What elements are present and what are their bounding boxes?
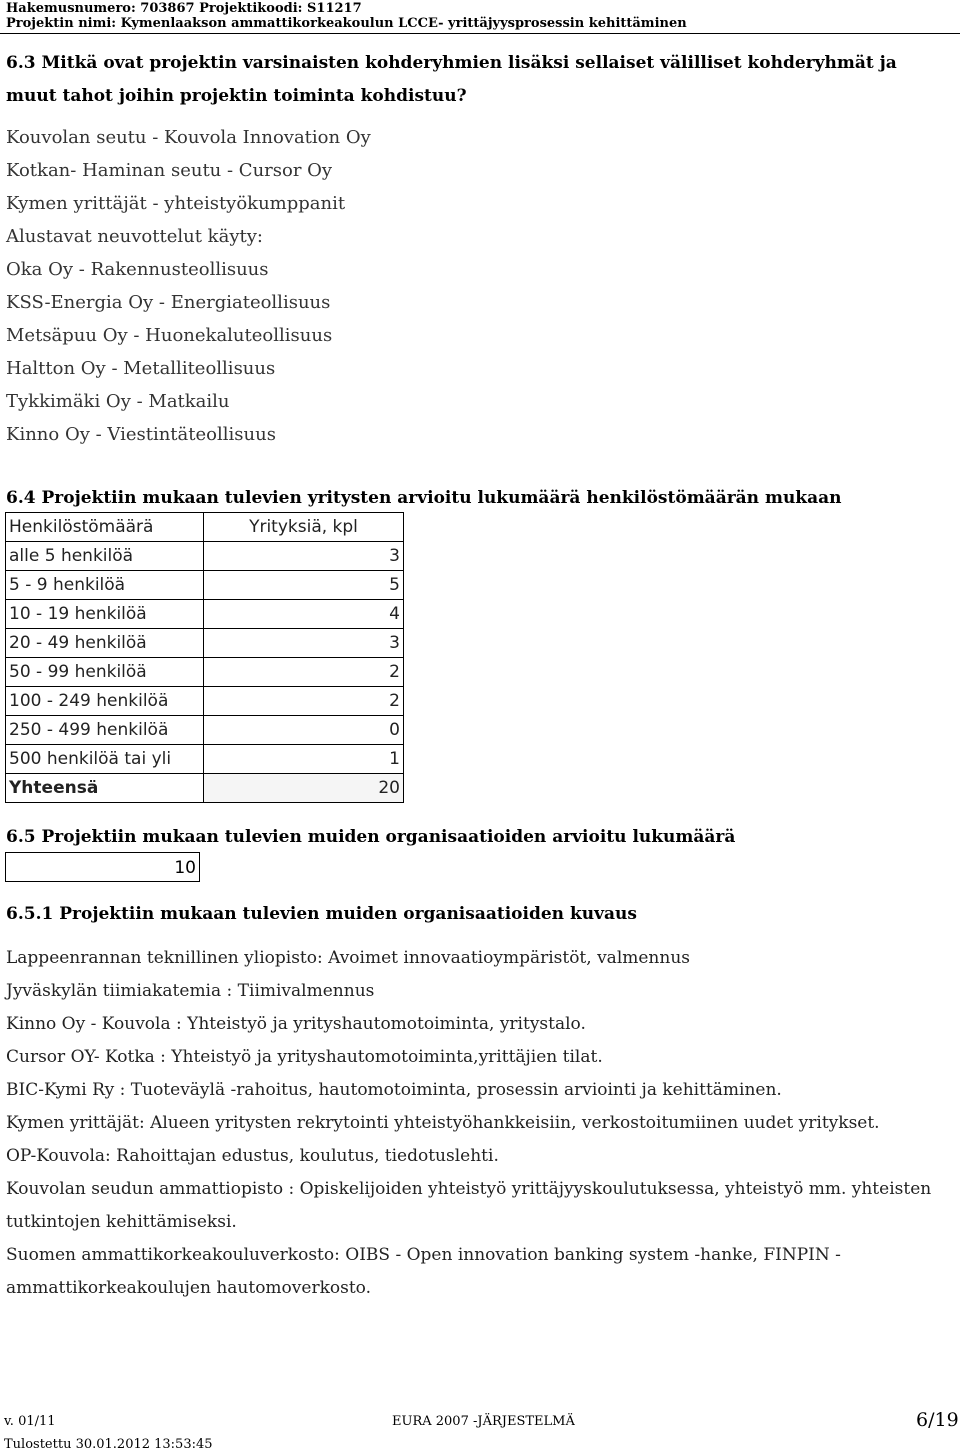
description-line: Lappeenrannan teknillinen yliopisto: Avoimet innovaatioympäristöt, valmennus xyxy=(6,948,691,968)
table-row xyxy=(6,600,404,629)
description-line: Cursor OY- Kotka : Yhteistyö ja yrityshautomotoiminta,yrittäjien tilat. xyxy=(6,1047,603,1067)
footer-printed-date: Tulostettu 30.01.2012 13:53:45 xyxy=(4,1437,213,1452)
count-cell: 2 xyxy=(204,658,404,687)
count-cell: 5 xyxy=(204,571,404,600)
footer-system: EURA 2007 -JÄRJESTELMÄ xyxy=(392,1414,575,1429)
table-row xyxy=(6,571,404,600)
size-cell: 20 - 49 henkilöä xyxy=(6,629,204,658)
table-row xyxy=(6,629,404,658)
table-row xyxy=(6,745,404,774)
list-item: Kouvolan seutu - Kouvola Innovation Oy xyxy=(6,127,371,148)
list-item: KSS-Energia Oy - Energiateollisuus xyxy=(6,292,331,313)
size-cell: 5 - 9 henkilöä xyxy=(6,571,204,600)
footer-page-number: 6/19 xyxy=(916,1409,959,1431)
count-cell: 3 xyxy=(204,542,404,571)
size-cell: 50 - 99 henkilöä xyxy=(6,658,204,687)
description-line: Jyväskylän tiimiakatemia : Tiimivalmennus xyxy=(6,981,375,1001)
list-item: Alustavat neuvottelut käyty: xyxy=(6,226,263,247)
employee-count-table xyxy=(5,512,404,803)
total-value: 20 xyxy=(204,774,404,803)
description-line: BIC-Kymi Ry : Tuoteväylä -rahoitus, hautomotoiminta, prosessin arviointi ja kehittäminen. xyxy=(6,1080,782,1100)
footer-version: v. 01/11 xyxy=(4,1414,56,1429)
column-header-size: Henkilöstömäärä xyxy=(6,513,204,542)
table-header-row xyxy=(6,513,404,542)
header-project-name: Projektin nimi: Kymenlaakson ammattikorkeakoulun LCCE- yrittäjyysprosessin kehittäminen xyxy=(6,16,687,31)
organization-count-field: 10 xyxy=(5,852,200,882)
header-divider xyxy=(0,33,960,34)
description-line: OP-Kouvola: Rahoittajan edustus, koulutus, tiedotuslehti. xyxy=(6,1146,499,1166)
size-cell: 10 - 19 henkilöä xyxy=(6,600,204,629)
count-cell: 3 xyxy=(204,629,404,658)
table-row xyxy=(6,687,404,716)
table-row xyxy=(6,658,404,687)
column-header-count: Yrityksiä, kpl xyxy=(204,513,404,542)
total-label: Yhteensä xyxy=(6,774,204,803)
count-cell: 4 xyxy=(204,600,404,629)
count-cell: 1 xyxy=(204,745,404,774)
list-item: Oka Oy - Rakennusteollisuus xyxy=(6,259,269,280)
size-cell: 250 - 499 henkilöä xyxy=(6,716,204,745)
section-6-3-list xyxy=(6,121,371,451)
section-6-5-title: 6.5 Projektiin mukaan tulevien muiden organisaatioiden arvioitu lukumäärä xyxy=(6,827,736,847)
description-line: Kymen yrittäjät: Alueen yritysten rekrytointi yhteistyöhankkeisiin, verkostoitumiinen uudet yritykset. xyxy=(6,1113,880,1133)
count-cell: 0 xyxy=(204,716,404,745)
list-item: Tykkimäki Oy - Matkailu xyxy=(6,391,230,412)
description-line: Kinno Oy - Kouvola : Yhteistyö ja yrityshautomotoiminta, yritystalo. xyxy=(6,1014,586,1034)
list-item: Kotkan- Haminan seutu - Cursor Oy xyxy=(6,160,333,181)
section-6-4-title: 6.4 Projektiin mukaan tulevien yritysten arvioitu lukumäärä henkilöstömäärän mukaan xyxy=(6,488,842,508)
section-6-5-1-title: 6.5.1 Projektiin mukaan tulevien muiden organisaatioiden kuvaus xyxy=(6,904,637,924)
table-row xyxy=(6,542,404,571)
list-item: Haltton Oy - Metalliteollisuus xyxy=(6,358,276,379)
list-item: Kymen yrittäjät - yhteistyökumppanit xyxy=(6,193,346,214)
description-line: Kouvolan seudun ammattiopisto : Opiskelijoiden yhteistyö yrittäjyyskoulutuksessa, yhteistyö mm. yhteisten tutkintojen kehittämiseksi. xyxy=(6,1179,932,1232)
size-cell: alle 5 henkilöä xyxy=(6,542,204,571)
section-6-3-title: 6.3 Mitkä ovat projektin varsinaisten kohderyhmien lisäksi sellaiset välilliset kohderyhmät ja muut tahot joihin projektin toiminta kohdistuu? xyxy=(6,53,897,106)
table-total-row xyxy=(6,774,404,803)
table-row xyxy=(6,716,404,745)
header-application-number: Hakemusnumero: 703867 Projektikoodi: S11217 xyxy=(6,1,362,16)
list-item: Metsäpuu Oy - Huonekaluteollisuus xyxy=(6,325,333,346)
section-6-5-1-description xyxy=(6,942,951,1305)
count-cell: 2 xyxy=(204,687,404,716)
size-cell: 500 henkilöä tai yli xyxy=(6,745,204,774)
description-line: Suomen ammattikorkeakouluverkosto: OIBS - Open innovation banking system -hanke, FINPIN - ammattikorkeakoulujen hautomoverkosto. xyxy=(6,1245,841,1298)
list-item: Kinno Oy - Viestintäteollisuus xyxy=(6,424,276,445)
size-cell: 100 - 249 henkilöä xyxy=(6,687,204,716)
